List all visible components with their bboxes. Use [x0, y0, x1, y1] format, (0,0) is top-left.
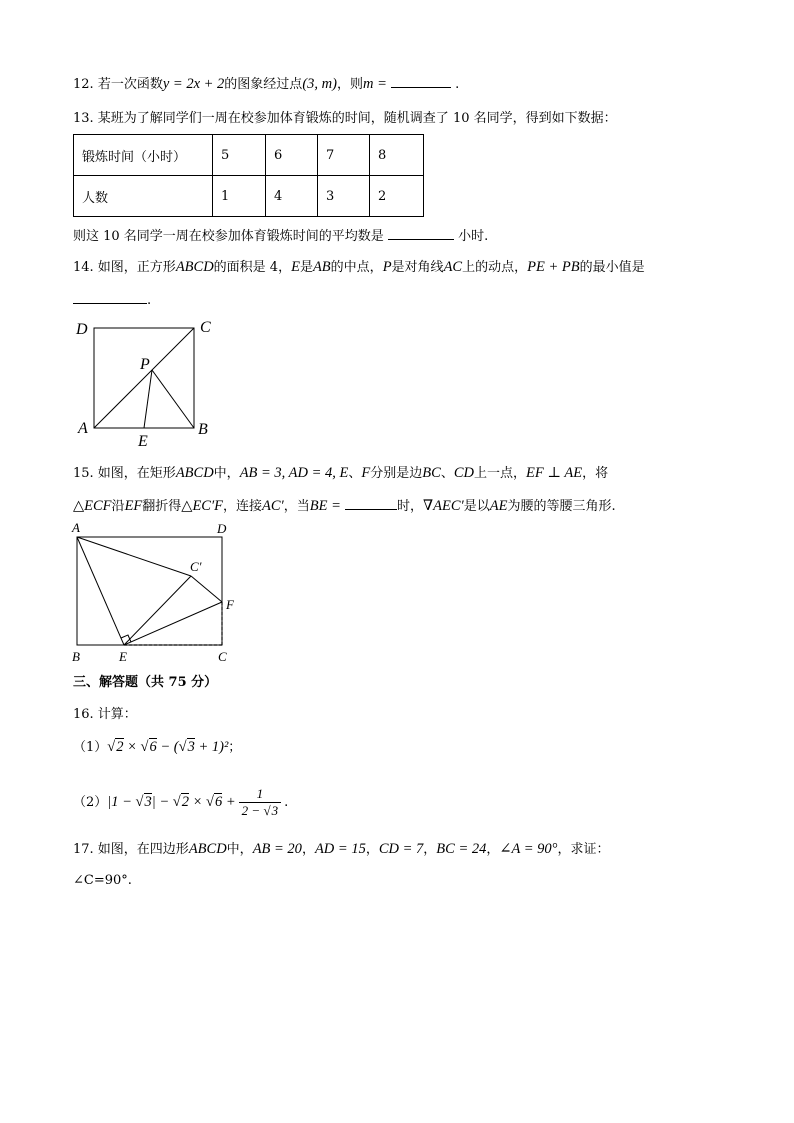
- fraction: $\frac{1}{2 - √3}$: [239, 786, 281, 819]
- label-a: A: [78, 420, 88, 437]
- answer-blank-15[interactable]: [345, 496, 397, 510]
- label-b: B: [72, 649, 80, 664]
- segment-ac1: [77, 537, 191, 576]
- rectangle-figure: [66, 518, 256, 666]
- diagonal-ac: [94, 328, 194, 428]
- label-p: P: [140, 356, 150, 373]
- table-row: [74, 176, 424, 217]
- question-16-part1: （1）√2 × √6 − (√3 + 1)²；: [73, 739, 242, 755]
- table-cell: 4: [266, 176, 318, 217]
- question-12: 12. 若一次函数y = 2x + 2的图象经过点(3, m)，则m = .: [73, 76, 460, 92]
- table-cell: 1: [213, 176, 266, 217]
- table-cell: 2: [370, 176, 424, 217]
- question-16-stem: 16. 计算：: [73, 707, 137, 722]
- label-d: D: [217, 521, 227, 536]
- segment-ec1: [124, 576, 191, 645]
- label-e: E: [119, 649, 127, 664]
- question-17-line1: 17. 如图，在四边形ABCD中，AB = 20，AD = 15，CD = 7，BC = 24，∠A = 90°，求证：: [73, 841, 610, 857]
- question-14-answer: .: [73, 290, 151, 310]
- question-13-after: 则这 10 名同学一周在校参加体育锻炼时间的平均数是 小时.: [73, 226, 488, 246]
- answer-blank-13[interactable]: [388, 226, 454, 240]
- segment-pb: [152, 370, 194, 428]
- table-cell: 6: [266, 135, 318, 176]
- segment-c1f: [191, 576, 222, 602]
- question-15-line1: 15. 如图，在矩形ABCD中，AB = 3, AD = 4, E、F分别是边BC、CD上一点，EF ⊥ AE，将: [73, 465, 609, 481]
- table-cell: 7: [318, 135, 370, 176]
- question-15-line2: △ECF沿EF翻折得△EC′F，连接AC′，当BE = 时，∇AEC′是以AE为腰的等腰三角形.: [73, 498, 616, 514]
- question-17-line2: ∠C=90°.: [73, 873, 132, 888]
- exercise-data-table: [73, 134, 424, 217]
- answer-blank-12[interactable]: [391, 74, 451, 88]
- square-figure: [70, 316, 230, 452]
- label-e: E: [138, 433, 148, 450]
- segment-ae: [77, 537, 124, 645]
- table-cell: 3: [318, 176, 370, 217]
- segment-ef: [124, 602, 222, 645]
- label-f: F: [226, 597, 234, 612]
- label-c-prime: C′: [190, 559, 202, 574]
- question-16-part2: （2）|1 − √3| − √2 × √6 + $\frac{1}{2 - √3}$ .: [73, 786, 289, 818]
- section-heading: 三、解答题（共 75 分）: [73, 675, 218, 690]
- label-d: D: [76, 321, 88, 338]
- table-row: [74, 135, 424, 176]
- label-b: B: [198, 421, 208, 438]
- label-c: C: [218, 649, 227, 664]
- table-cell: 5: [213, 135, 266, 176]
- table-header-cell: 人数: [74, 176, 213, 217]
- label-a: A: [72, 520, 80, 535]
- segment-pe: [144, 370, 152, 428]
- table-header-cell: 锻炼时间（小时）: [74, 135, 213, 176]
- label-c: C: [200, 319, 211, 336]
- question-14: 14. 如图，正方形ABCD的面积是 4，E是AB的中点，P是对角线AC上的动点，PE + PB的最小值是: [73, 259, 645, 275]
- rectangle-outline: [77, 537, 222, 645]
- table-cell: 8: [370, 135, 424, 176]
- question-13-stem: 13. 某班为了解同学们一周在校参加体育锻炼的时间，随机调查了 10 名同学，得到如下数据：: [73, 111, 617, 126]
- answer-blank-14[interactable]: [73, 290, 147, 304]
